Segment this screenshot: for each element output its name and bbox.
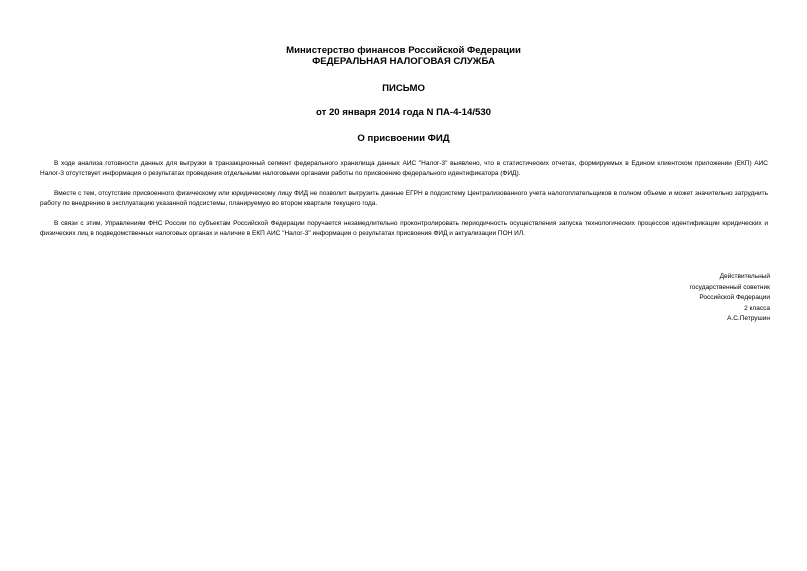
document-subject: О присвоении ФИД <box>357 133 450 144</box>
signature-title-line: Действительный <box>719 273 770 280</box>
paragraph: Вместе с тем, отсутствие присвоенного физическому или юридическому лицу ФИД не позволит выгрузить данные ЕГРН в подсистему Централизованного учета налогоплательщиков в полном объеме и может значительно затруднить работу по внедрению в эксплуатацию указанной подсистемы, планируемую во втором квартале текущего года. <box>40 190 768 207</box>
ministry-name: Министерство финансов Российской Федерации <box>286 45 521 56</box>
document-header <box>0 45 807 144</box>
document-body <box>40 159 768 249</box>
signatory-name: А.С.Петрушин <box>727 315 770 322</box>
document-date-number: от 20 января 2014 года N ПА-4-14/530 <box>315 107 491 118</box>
paragraph: В ходе анализа готовности данных для выгрузки в транзакционный сегмент федерального хранилища данных АИС "Налог-3" выявлено, что в статистических отчетах, формируемых в Едином клиентском приложении (ЕКП) АИС Налог-3 отсутствует информация о результатах проведения отдельными налоговыми органами работы по присвоению федерального идентификатора (ФИД). <box>40 160 768 177</box>
document-type: ПИСЬМО <box>382 83 425 94</box>
service-name: ФЕДЕРАЛЬНАЯ НАЛОГОВАЯ СЛУЖБА <box>312 56 495 67</box>
signature-title-line: 2 класса <box>744 304 770 312</box>
signature-block <box>690 272 770 325</box>
signature-title-line: Российской Федерации <box>699 294 770 301</box>
signature-title-line: государственный советник <box>689 283 770 291</box>
paragraph: В связи с этим, Управлениям ФНС России по субъектам Российской Федерации поручается незамедлительно проконтролировать периодичность осуществления запуска технологических процессов идентификации юридических и физических лиц в подведомственных налоговых органах и наличие в ЕКП АИС "Налог-3" информации о результатах присвоения ФИД и актуализации ПОН ИЛ. <box>40 220 768 237</box>
